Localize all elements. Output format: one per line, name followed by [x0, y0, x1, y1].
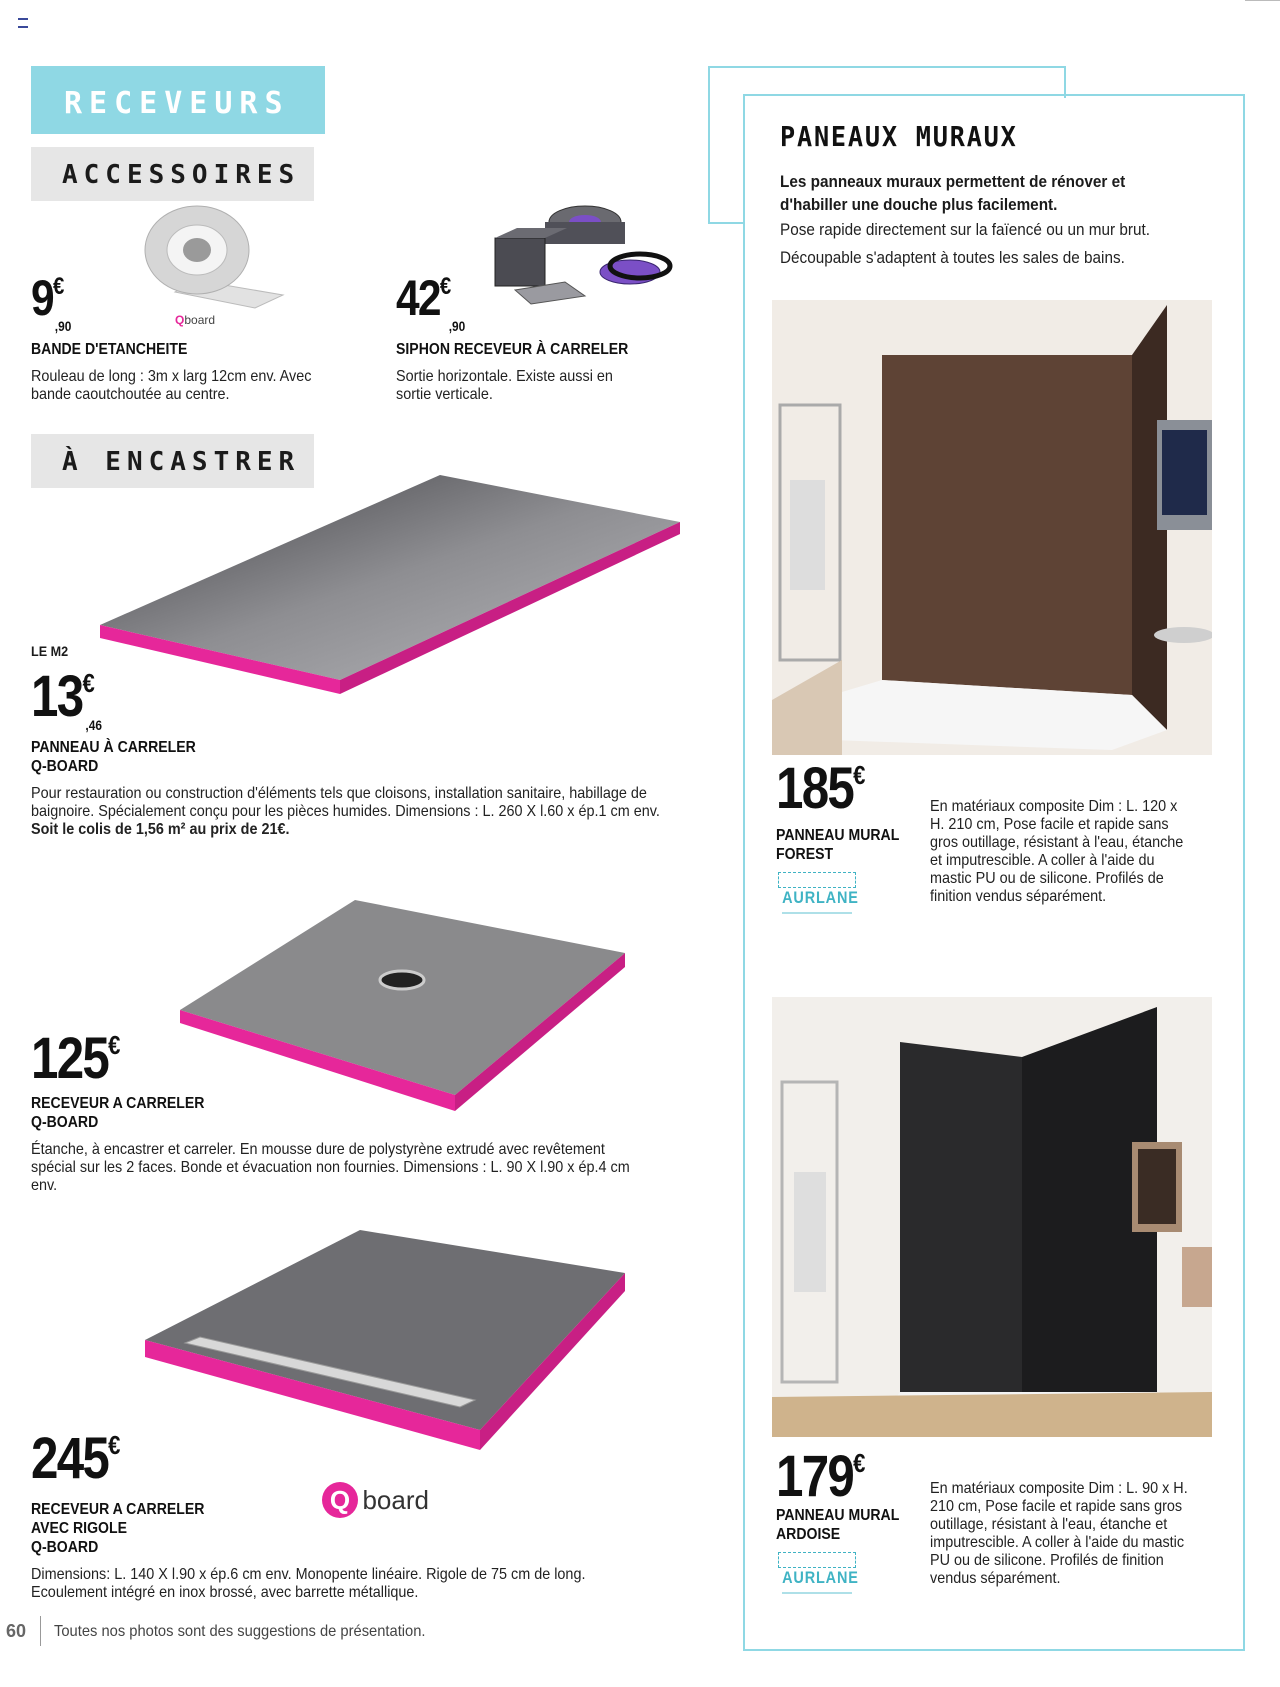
product-title-ardoise-1: PANNEAU MURAL — [776, 1507, 900, 1524]
product-title-receveur-2: Q-BOARD — [31, 1114, 99, 1131]
price-currency: € — [82, 668, 94, 698]
page-number: 60 — [6, 1621, 27, 1641]
product-title-siphon: SIPHON RECEVEUR À CARRELER — [396, 341, 629, 358]
product-title-ardoise-2: ARDOISE — [776, 1526, 841, 1543]
qboard-logo-small: Qboard — [175, 313, 216, 327]
price-currency: € — [52, 273, 63, 300]
section-tag-accessoires-label: ACCESSOIRES — [62, 160, 301, 190]
footer-divider — [40, 1616, 41, 1646]
price-euros: 245 — [31, 1426, 109, 1491]
receveur-image — [175, 895, 635, 1120]
product-desc-receveur: Étanche, à encastrer et carreler. En mousse dure de polystyrène extrudé avec revêtement spécial sur les 2 faces. Bonde et évacuation non fournies. Dimensions : L. 90 X l.90 x ép.4 cm env. — [31, 1141, 630, 1194]
aurlane-logo-ardoise — [776, 1552, 858, 1608]
qboard-logo-large-q: Q — [322, 1482, 358, 1518]
aurlane-logo-mark — [778, 1552, 856, 1568]
price-siphon — [396, 270, 466, 334]
price-euros: 42 — [396, 270, 440, 326]
price-currency: € — [853, 1448, 864, 1478]
price-forest — [776, 756, 864, 821]
panel-intro-line2: Découpable s'adaptent à toutes les sales de bains. — [780, 248, 1125, 267]
aurlane-logo-forest — [776, 872, 858, 928]
receveur-rigole-image — [140, 1225, 630, 1455]
price-euros: 9 — [31, 270, 53, 326]
product-title-rigole-2: AVEC RIGOLE — [31, 1520, 127, 1537]
product-desc-bande: Rouleau de long : 3m x larg 12cm env. Avec bande caoutchoutée au centre. — [31, 368, 312, 403]
price-currency: € — [108, 1030, 119, 1060]
product-desc-panneau-text: Pour restauration ou construction d'éléments tels que cloisons, installation sanitaire, habillage de baignoire. Spécialement conçu pour les pièces humides. Dimensions : L. 260 X l.60 x ép.1 cm env. — [31, 785, 660, 820]
price-ardoise — [776, 1444, 864, 1509]
aurlane-logo-tagline — [782, 1592, 852, 1594]
product-desc-panneau — [31, 785, 661, 839]
product-desc-rigole: Dimensions: L. 140 X l.90 x ép.6 cm env. Monopente linéaire. Rigole de 75 cm de long. Ecoulement intégré en inox brossé, avec barrette métallique. — [31, 1566, 586, 1601]
product-title-receveur-1: RECEVEUR A CARRELER — [31, 1095, 205, 1112]
receveurs-banner-label: RECEVEURS — [64, 86, 290, 121]
panel-intro-line1: Pose rapide directement sur la faïencé ou un mur brut. — [780, 220, 1150, 239]
product-desc-ardoise: En matériaux composite Dim : L. 90 x H. 210 cm, Pose facile et rapide sans gros outillage, résistant à l'eau, étanche et imputrescible. A coller à l'aide du mastic PU ou de silicone. Profilés de finition vendus séparément. — [930, 1480, 1188, 1587]
qboard-logo-large-text: board — [362, 1485, 429, 1515]
product-title-forest-2: FOREST — [776, 846, 834, 863]
price-currency: € — [108, 1430, 119, 1460]
price-euros: 185 — [776, 756, 854, 821]
product-title-panneau-2: Q-BOARD — [31, 758, 99, 775]
aurlane-logo-mark — [778, 872, 856, 888]
footer-note: Toutes nos photos sont des suggestions de présentation. — [54, 1623, 426, 1640]
price-receveur — [31, 1026, 119, 1091]
panneau-board-image — [90, 470, 690, 720]
price-euros: 13 — [31, 664, 83, 729]
product-title-rigole-1: RECEVEUR A CARRELER — [31, 1501, 205, 1518]
receveurs-banner — [31, 66, 325, 134]
top-right-edge — [1245, 0, 1280, 1]
price-currency: € — [439, 273, 450, 300]
tape-roll-image — [135, 200, 285, 310]
aurlane-logo-tagline — [782, 912, 852, 914]
price-cents: ,90 — [448, 318, 466, 334]
panel-intro-bold: Les panneaux muraux permettent de rénover et d'habiller une douche plus facilement. — [780, 172, 1126, 214]
qboard-logo-large — [322, 1482, 429, 1518]
aurlane-logo-text: AURLANE — [782, 1568, 859, 1587]
aurlane-logo-text: AURLANE — [782, 888, 859, 907]
product-desc-panneau-bold: Soit le colis de 1,56 m² au prix de 21€. — [31, 821, 290, 838]
price-euros: 179 — [776, 1444, 854, 1509]
product-title-panneau-1: PANNEAU À CARRELER — [31, 739, 196, 756]
panel-accent-left — [708, 94, 745, 224]
section-tag-accessoires — [31, 147, 314, 201]
price-bande-etancheite — [31, 270, 72, 334]
price-currency: € — [853, 760, 864, 790]
corner-mark — [18, 18, 28, 28]
qboard-q-mark: Q — [175, 313, 185, 327]
unit-label-le-m2: LE M2 — [31, 643, 69, 659]
price-cents: ,90 — [54, 318, 72, 334]
panel-title: PANEAUX MURAUX — [780, 120, 1018, 153]
product-title-forest-1: PANNEAU MURAL — [776, 827, 900, 844]
price-cents: ,46 — [85, 717, 102, 733]
forest-panel-photo — [772, 300, 1212, 755]
product-title-rigole-3: Q-BOARD — [31, 1539, 99, 1556]
price-euros: 125 — [31, 1026, 109, 1091]
price-panneau-carreler — [31, 664, 102, 733]
section-tag-encastrer-label: À ENCASTRER — [62, 447, 301, 477]
siphon-image — [475, 200, 675, 312]
product-title-bande: BANDE D'ETANCHEITE — [31, 341, 188, 358]
price-receveur-rigole — [31, 1426, 119, 1491]
product-desc-siphon: Sortie horizontale. Existe aussi en sortie verticale. — [396, 368, 613, 403]
product-desc-forest: En matériaux composite Dim : L. 120 x H. 210 cm, Pose facile et rapide sans gros outillage, résistant à l'eau, étanche et imputrescible. A coller à l'aide du mastic PU ou de silicone. Profilés de finition vendus séparément. — [930, 798, 1184, 905]
ardoise-panel-photo — [772, 997, 1212, 1437]
